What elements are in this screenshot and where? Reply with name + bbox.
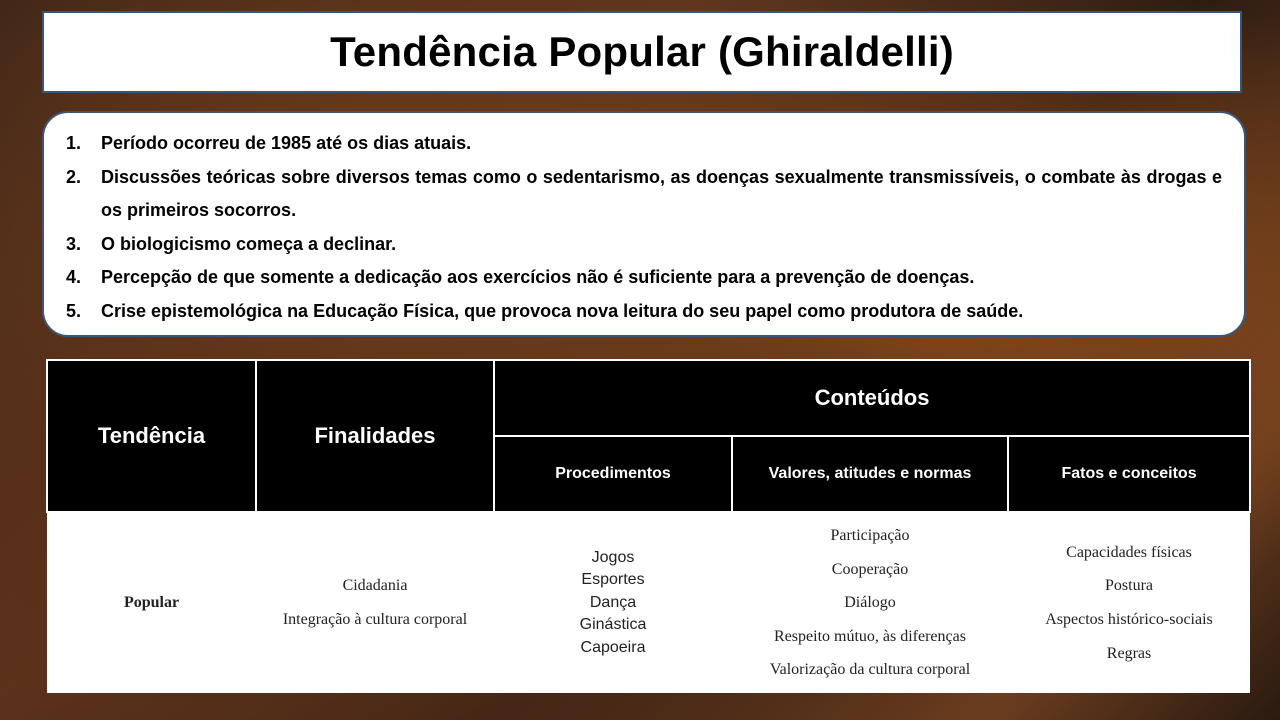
cell-line: Cooperação [831,560,909,578]
cell-line: Valorização da cultura corporal [769,661,971,679]
content-table [46,359,1251,693]
cell-line: Esportes [581,571,645,589]
title-box [42,11,1242,93]
list-item [66,295,1222,329]
list-item [66,161,1222,228]
list-text: Percepção de que somente a dedicação aos exercícios não é suficiente para a prevenção de doenças. [101,267,975,287]
cell-line: Jogos [591,548,635,566]
header-procedimentos: Procedimentos [494,436,732,512]
cell-procedimentos [494,512,732,693]
list-item [66,261,1222,295]
points-box [42,111,1246,337]
list-number: 5. [66,300,82,321]
cell-line: Regras [1106,644,1152,662]
cell-line: Participação [830,527,910,545]
cell-line: Postura [1105,577,1154,595]
points-list [66,127,1222,328]
list-number: 1. [66,133,82,153]
header-valores: Valores, atitudes e normas [732,436,1008,512]
header-tendencia: Tendência [47,360,256,512]
list-text: Discussões teóricas sobre diversos temas como o sedentarismo, as doenças sexualmente transmissíveis, o combate às drogas e os primeiros socorros. [101,166,1222,220]
header-conteudos: Conteúdos [494,360,1250,436]
list-item [66,127,1222,161]
cell-line: Respeito mútuo, às diferenças [774,627,966,645]
cell-line: Aspectos histórico-sociais [1045,611,1213,628]
cell-tendencia: Popular [47,512,256,693]
list-text: O biologicismo começa a declinar. [101,233,397,254]
cell-valores [732,512,1008,693]
slide-title: Tendência Popular (Ghiraldelli) [330,28,954,75]
cell-finalidades [256,512,494,693]
list-number: 2. [66,166,82,187]
list-item [66,228,1222,262]
table-row [47,512,1250,693]
list-number: 3. [66,233,82,254]
list-text: Período ocorreu de 1985 até os dias atuais. [101,133,472,153]
list-number: 4. [66,267,82,287]
cell-line: Capoeira [580,638,646,656]
cell-line: Dança [589,593,637,611]
header-finalidades: Finalidades [256,360,494,512]
cell-line: Diálogo [844,594,896,612]
list-text: Crise epistemológica na Educação Física, que provoca nova leitura do seu papel como produtora de saúde. [101,300,1024,321]
cell-line: Cidadania [342,577,408,594]
cell-fatos [1008,512,1250,693]
cell-line: Capacidades físicas [1066,543,1192,561]
header-fatos: Fatos e conceitos [1008,436,1250,512]
cell-line: Integração à cultura corporal [282,611,468,628]
cell-line: Ginástica [579,616,647,634]
